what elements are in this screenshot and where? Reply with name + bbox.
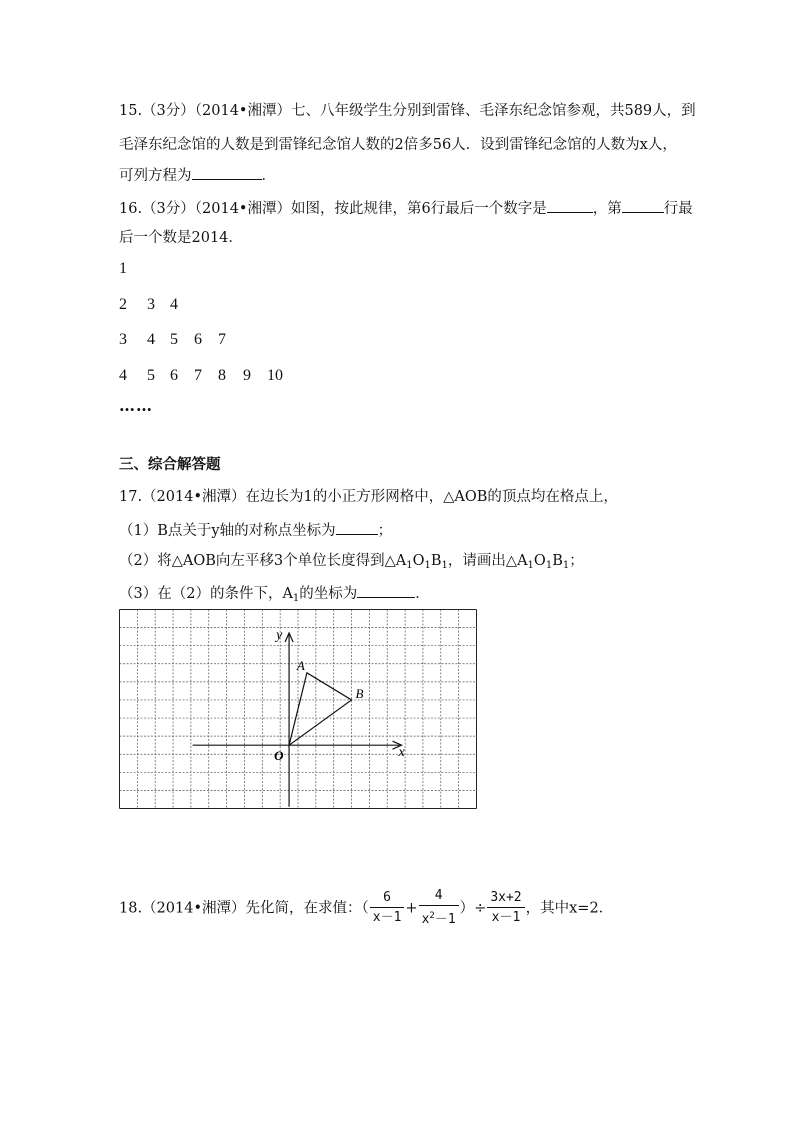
q17-part-3 [119,582,430,609]
pattern-number: 2 [119,296,127,313]
q16-answer-blank-1[interactable] [547,197,593,213]
x-axis-label: x [398,745,405,761]
q16-line-1 [119,197,693,219]
q17-part-3-text: （3）在（2）的条件下，A [119,586,293,602]
plus-sign: + [405,900,418,917]
q17-part-2-text: B [430,553,442,569]
q17-part-2-text: O [533,553,546,569]
q17-part-1 [119,519,392,541]
pattern-number: 3 [119,331,127,348]
triangle-aob [289,673,351,745]
subscript: 1 [562,560,570,571]
pattern-number: 6 [170,367,178,384]
fraction-3 [487,890,524,927]
fraction-numerator: 6 [370,890,405,908]
denominator-base: x [421,912,430,927]
q17-part-3-text: 的坐标为 [299,586,358,602]
q18-text-end: ，其中x=2． [525,900,614,917]
pattern-number: 1 [119,260,127,277]
q16-line-1-end: 行最 [663,201,693,217]
q18-text: 18.（2014•湘潭）先化简，在求值：（ [119,900,369,917]
q16-line-1-text: 16.（3分）（2014•湘潭）如图，按此规律，第6行最后一个数字是 [119,201,547,217]
fraction-2 [419,888,459,929]
fraction-numerator: 4 [419,888,459,906]
pattern-number: 9 [243,367,251,384]
exponent: 2 [429,911,435,921]
subscript: 1 [424,560,431,571]
pattern-number: 7 [218,331,226,348]
pattern-number: 4 [147,331,155,348]
pattern-number: 5 [147,367,155,384]
divide-sign: ）÷ [459,900,487,917]
fraction-denominator [419,906,459,929]
subscript: 1 [406,560,413,571]
pattern-number: 4 [119,367,127,384]
q17-part-3-end: ． [415,586,430,602]
q17-part-2-text: ； [569,553,584,569]
q17-part-1-text: （1）B点关于y轴的对称点坐标为 [119,523,336,539]
pattern-number: 5 [170,331,178,348]
subscript: 1 [292,593,300,604]
q17-part-1-end: ； [377,523,393,539]
q15-line-3 [119,164,276,186]
q17-line-1: 17.（2014•湘潭）在边长为1的小正方形网格中，△AOB的顶点均在格点上， [119,489,618,505]
q17-part-2-text: （2）将△AOB向左平移3个单位长度得到△A [119,553,407,569]
q15-line-3-text: 可列方程为 [119,168,192,184]
pattern-number: 7 [194,367,202,384]
pattern-number: 4 [170,296,178,313]
pattern-number: 8 [218,367,226,384]
pattern-number: 3 [147,296,155,313]
q15-line-1: 15.（3分）（2014•湘潭）七、八年级学生分别到雷锋、毛泽东纪念馆参观，共589人，到 [119,103,696,119]
q17-answer-blank-3[interactable] [357,582,415,598]
point-a-label: A [296,657,305,673]
subscript: 1 [545,560,553,571]
fraction-numerator: 3x+2 [487,890,524,908]
pattern-number: 6 [194,331,202,348]
q15-answer-blank[interactable] [192,164,262,180]
q16-answer-blank-2[interactable] [622,197,664,213]
coordinate-grid-figure [119,609,477,809]
origin-label: O [274,748,284,764]
pattern-ellipsis: …… [119,396,153,415]
q18-line [119,888,613,929]
section-heading: 三、综合解答题 [119,456,221,473]
q17-part-2-text: ，请画出△A [447,553,528,569]
subscript: 1 [441,560,448,571]
fraction-1 [370,890,405,927]
y-axis-label: y [276,628,283,644]
point-b-label: B [355,685,364,701]
q17-answer-blank-1[interactable] [336,519,378,535]
denominator-rest: －1 [434,912,456,927]
q15-line-2: 毛泽东纪念馆的人数是到雷锋纪念馆人数的2倍多56人．设到雷锋纪念馆的人数为x人， [119,137,677,153]
q17-part-2 [119,551,584,576]
q16-line-2: 后一个数是2014． [119,230,243,246]
fraction-denominator: x－1 [372,910,402,925]
fraction-denominator: x－1 [491,910,521,925]
pattern-number: 10 [267,367,283,384]
q16-line-1-mid: ，第 [592,201,622,217]
q15-line-3-end: ． [261,168,276,184]
q17-part-2-text: O [412,553,425,569]
q17-part-2-text: B [552,553,563,569]
subscript: 1 [527,560,534,571]
